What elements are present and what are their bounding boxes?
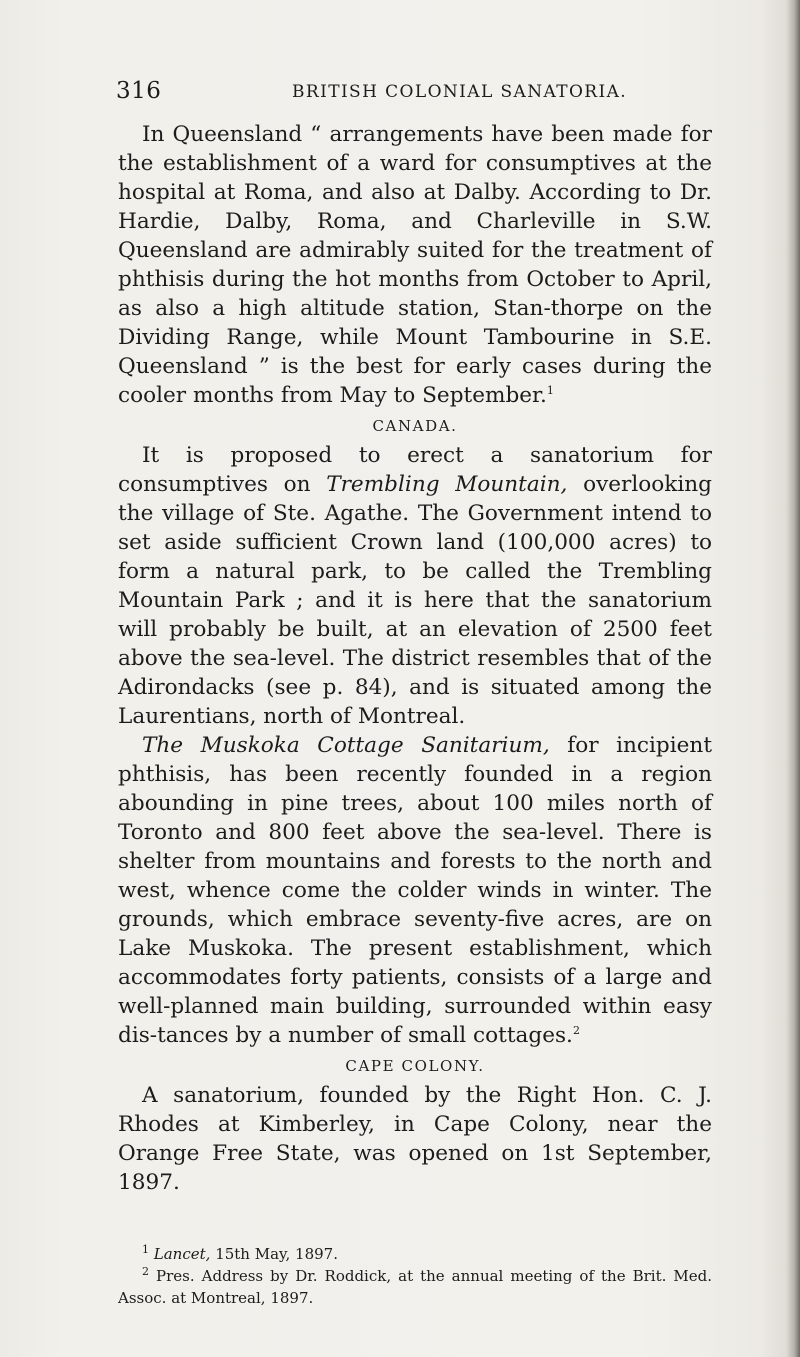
trembling-text-b: overlooking the village of Ste. Agathe. The Government intend to set aside sufficient Crown land (100,000 acres) to form a natural park, to be called the Trembling Mountain Park ; and it is here that the sanatorium will probably be built, at an elevation of 2500 feet above the sea-level. The district resembles that of the Adirondacks (see p. 84), and is situated among the Laurentians, north of Montreal.	[118, 472, 712, 729]
trembling-text-a: It is proposed to erect a sanatorium for consumptives on	[118, 443, 712, 497]
footnote-1-mark: 1	[142, 1243, 149, 1256]
footnote-1-source: Lancet,	[153, 1245, 211, 1263]
muskoka-name: The Muskoka Cottage Sanitarium,	[142, 733, 550, 758]
footnote-2	[118, 1265, 712, 1309]
muskoka-text: for incipient phthisis, has been recently founded in a region abounding in pine trees, about 100 miles north of Toronto and 800 feet above the sea-level. There is shelter from mountains and forests to the north and west, whence come the colder winds in winter. The grounds, which embrace seventy-five acres, are on Lake Muskoka. The present establishment, which accommodates forty patients, consists of a large and well-planned main building, surrounded within easy dis-tances by a number of small cottages.	[118, 733, 712, 1048]
footnote-ref-2: 2	[572, 1023, 580, 1037]
footnote-1-text: 15th May, 1897.	[210, 1245, 338, 1263]
page-header	[116, 78, 712, 108]
footnotes	[118, 1243, 712, 1309]
section-heading-cape-colony: CAPE COLONY.	[345, 1057, 485, 1075]
page-number: 316	[116, 78, 162, 104]
paragraph-trembling-mountain	[118, 441, 712, 731]
footnote-2-mark: 2	[142, 1265, 149, 1278]
footnote-2-text: Pres. Address by Dr. Roddick, at the annual meeting of the Brit. Med. Assoc. at Montreal, 1897.	[118, 1267, 712, 1307]
trembling-mountain-name: Trembling Mountain,	[326, 472, 568, 497]
paragraph-queensland	[118, 120, 712, 410]
running-head: BRITISH COLONIAL SANATORIA.	[292, 82, 628, 102]
queensland-text: In Queensland “ arrangements have been made for the establishment of a ward for consumptives at the hospital at Roma, and also at Dalby. According to Dr. Hardie, Dalby, Roma, and Charleville in S.W. Queensland are admirably suited for the treatment of phthisis during the hot months from October to April, as also a high altitude station, Stan-thorpe on the Dividing Range, while Mount Tambourine in S.E. Queensland ” is the best for early cases during the cooler months from May to September.	[118, 122, 712, 408]
page-edge-shadow	[786, 0, 800, 1357]
cape-text: A sanatorium, founded by the Right Hon. C. J. Rhodes at Kimberley, in Cape Colony, near the Orange Free State, was opened on 1st September, 1897.	[118, 1083, 712, 1195]
body-text	[118, 120, 712, 1197]
paragraph-muskoka	[118, 731, 712, 1050]
section-heading-canada: CANADA.	[372, 417, 458, 435]
paragraph-cape-colony	[118, 1081, 712, 1197]
footnote-ref-1: 1	[546, 383, 554, 397]
footnote-1	[118, 1243, 712, 1265]
